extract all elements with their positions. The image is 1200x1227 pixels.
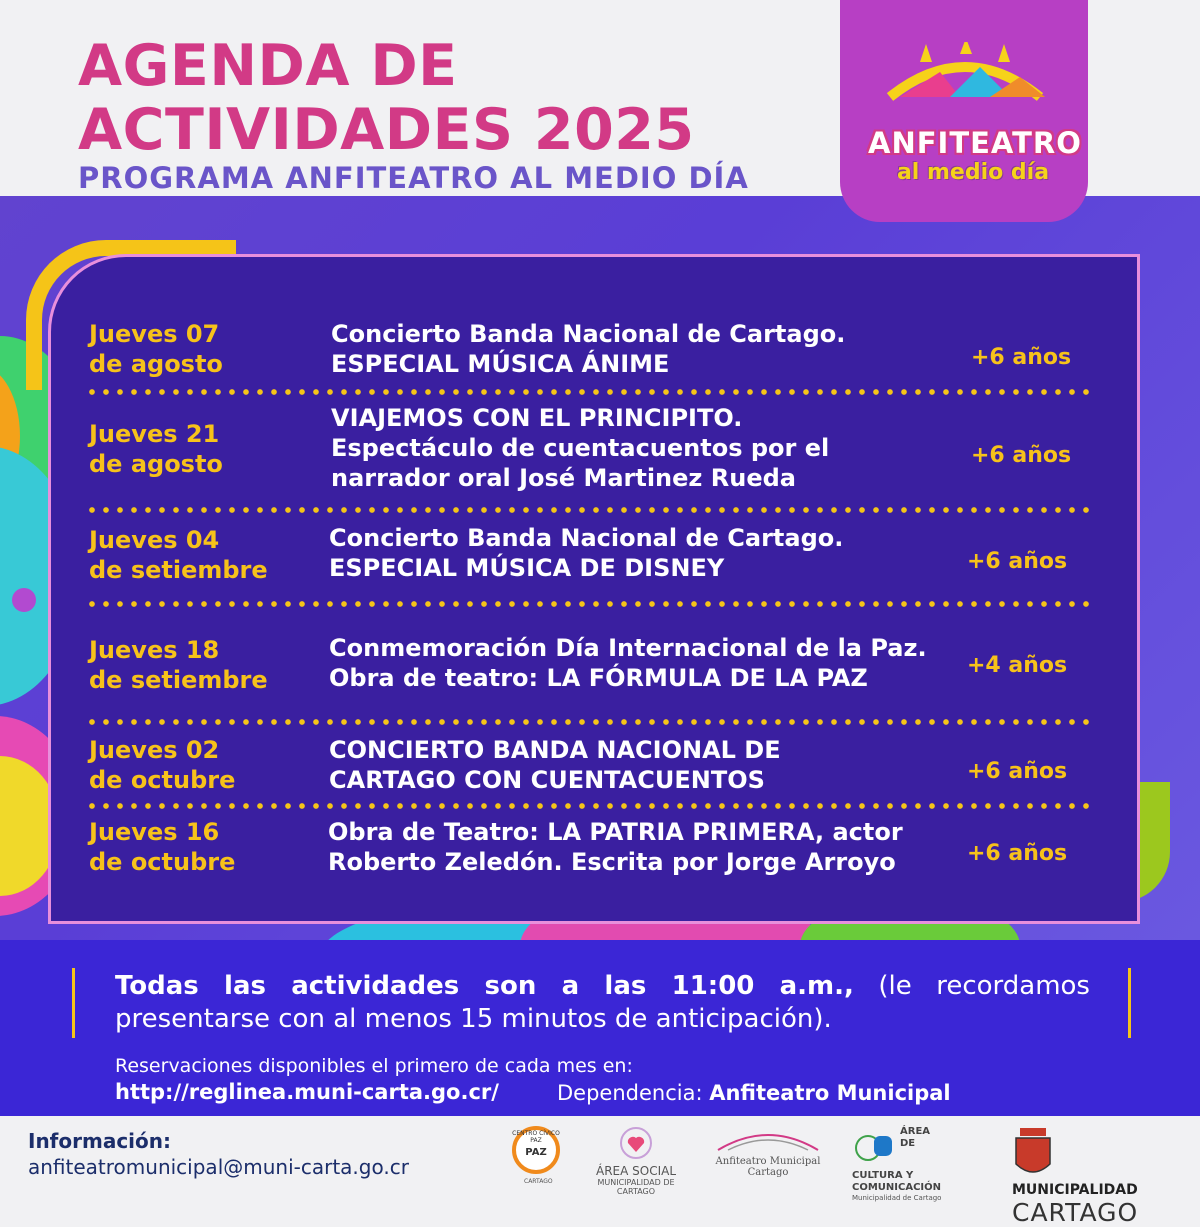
partner-sub: Municipalidad de Cartago xyxy=(852,1194,942,1202)
decor-purple-dot xyxy=(12,588,36,612)
schedule-note-bold: Todas las actividades son a las 11:00 a.m., xyxy=(115,971,854,1001)
dependency-label: Dependencia: xyxy=(557,1081,710,1105)
partner-logo-area-social xyxy=(588,1126,684,1196)
event-date: Jueves 04 de setiembre xyxy=(89,526,268,584)
dotted-separator xyxy=(85,719,1097,725)
cartago-shield-icon xyxy=(1012,1126,1054,1182)
dotted-separator xyxy=(85,803,1097,809)
partner-name: MUNICIPALIDAD xyxy=(1012,1182,1138,1198)
event-date: Jueves 21 de agosto xyxy=(89,420,223,478)
partner-logo-anfiteatro xyxy=(706,1126,830,1178)
logo-subtitle: al medio día xyxy=(896,160,1050,185)
partner-name: ÁREA SOCIAL xyxy=(595,1164,677,1178)
events-panel xyxy=(48,254,1140,924)
dependency xyxy=(557,1081,951,1105)
svg-text:PAZ: PAZ xyxy=(525,1147,547,1158)
theater-masks-icon xyxy=(852,1126,896,1170)
event-description: CONCIERTO BANDA NACIONAL DE CARTAGO CON CUENTACUENTOS xyxy=(329,736,781,794)
partner-logo-municipalidad xyxy=(1012,1126,1176,1227)
dependency-value: Anfiteatro Municipal xyxy=(709,1081,951,1105)
event-age: +4 años xyxy=(967,653,1068,678)
partner-name: ÁREA DE CULTURA Y COMUNICACIÓN xyxy=(852,1126,942,1193)
schedule-note-rest: (le recordamos presentarse con al menos 15 minutos de anticipación). xyxy=(115,971,1090,1034)
schedule-note xyxy=(115,970,1090,1036)
event-date: Jueves 02 de octubre xyxy=(89,736,236,794)
info-email-link[interactable]: anfiteatromunicipal@muni-carta.go.cr xyxy=(28,1155,409,1179)
title-line-2: ACTIVIDADES 2025 xyxy=(78,97,695,163)
subtitle: PROGRAMA ANFITEATRO AL MEDIO DÍA xyxy=(78,161,749,195)
sun-rays-icon xyxy=(880,42,1050,102)
title-line-1: AGENDA DE xyxy=(78,33,458,99)
partner-sub: Cartago xyxy=(747,1167,789,1178)
event-date: Jueves 07 de agosto xyxy=(89,320,223,378)
reservations-link[interactable]: http://reglinea.muni-carta.go.cr/ xyxy=(115,1080,499,1104)
partner-logo-cultura xyxy=(852,1126,990,1202)
partner-sub: CARTAGO xyxy=(1012,1198,1139,1227)
amphitheater-arch-icon xyxy=(713,1126,823,1152)
info-label: Información: xyxy=(28,1129,172,1153)
dotted-separator xyxy=(85,507,1097,513)
event-date: Jueves 18 de setiembre xyxy=(89,636,268,694)
partner-name: Anfiteatro Municipal xyxy=(715,1156,821,1167)
reservations-text: Reservaciones disponibles el primero de cada mes en: xyxy=(115,1055,633,1077)
event-age: +6 años xyxy=(971,443,1072,468)
logo-title: ANFITEATRO xyxy=(868,126,1082,160)
event-date: Jueves 16 de octubre xyxy=(89,818,236,876)
accent-line-left xyxy=(72,968,75,1038)
event-description: Obra de Teatro: LA PATRIA PRIMERA, actor Roberto Zeledón. Escrita por Jorge Arroyo xyxy=(328,818,903,876)
dotted-separator xyxy=(85,389,1097,395)
heart-hands-icon xyxy=(616,1126,656,1160)
event-age: +6 años xyxy=(971,345,1072,370)
event-description: Concierto Banda Nacional de Cartago. ESPECIAL MÚSICA DE DISNEY xyxy=(329,524,844,582)
partner-sub: MUNICIPALIDAD DE CARTAGO xyxy=(597,1178,675,1196)
event-description: VIAJEMOS CON EL PRINCIPITO. Espectáculo de cuentacuentos por el narrador oral José Martinez Rueda xyxy=(331,404,830,492)
event-age: +6 años xyxy=(967,549,1068,574)
event-age: +6 años xyxy=(967,841,1068,866)
partner-name: CENTRO CÍVICO PAZ xyxy=(512,1130,560,1144)
event-description: Conmemoración Día Internacional de la Paz. Obra de teatro: LA FÓRMULA DE LA PAZ xyxy=(329,634,927,692)
dotted-separator xyxy=(85,601,1097,607)
logo-tab xyxy=(840,0,1088,222)
partner-sub: CARTAGO xyxy=(524,1178,553,1185)
event-age: +6 años xyxy=(967,759,1068,784)
accent-line-right xyxy=(1128,968,1131,1038)
event-description: Concierto Banda Nacional de Cartago. ESPECIAL MÚSICA ÁNIME xyxy=(331,320,846,378)
